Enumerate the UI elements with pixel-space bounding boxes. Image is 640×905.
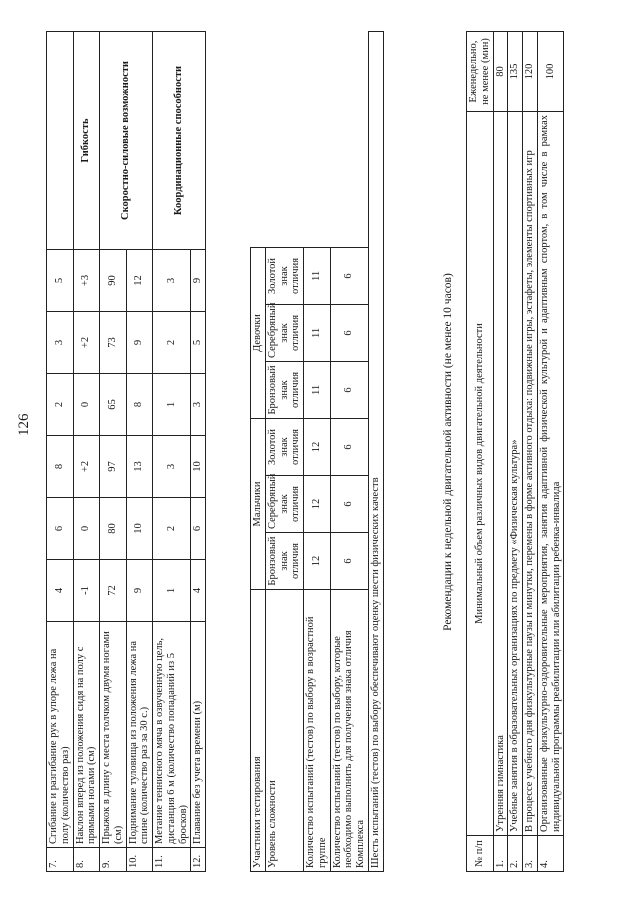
norm-value: 1 bbox=[153, 560, 191, 622]
activity-table-title: Рекомендации к недельной двигательной активности (не менее 10 часов) bbox=[442, 273, 454, 631]
norm-value: 9 bbox=[191, 250, 206, 312]
row-number: 8. bbox=[73, 848, 100, 872]
cell-value: 12 bbox=[304, 533, 331, 590]
norm-value: 8 bbox=[126, 374, 153, 436]
header-value: Еженедельно, не менее (мин) bbox=[467, 32, 494, 112]
activity-name: Утренняя гимнастика bbox=[493, 112, 508, 836]
rotated-content bbox=[46, 32, 626, 872]
weekly-activity-table bbox=[466, 31, 564, 872]
norm-value: 13 bbox=[126, 436, 153, 498]
cell-value: 11 bbox=[304, 361, 331, 418]
row-number: 1. bbox=[493, 836, 508, 872]
cell-value: 6 bbox=[330, 247, 368, 304]
row-number: 2. bbox=[508, 836, 523, 872]
row-number: 11. bbox=[153, 848, 191, 872]
norm-value: 1 bbox=[153, 374, 191, 436]
norm-value: 3 bbox=[153, 250, 191, 312]
footnote-row bbox=[368, 31, 383, 871]
badge-label: Серебряный знак отличия bbox=[265, 476, 303, 533]
norm-value: 2 bbox=[153, 498, 191, 560]
minutes-value: 100 bbox=[537, 32, 564, 112]
boys-label: Мальчики bbox=[251, 418, 266, 589]
norm-value: 0 bbox=[73, 374, 100, 436]
table-row bbox=[537, 32, 564, 872]
activity-name: Учебные занятия в образовательных организациях по предмету «Физическая культура» bbox=[508, 112, 523, 836]
norm-value: 97 bbox=[100, 436, 127, 498]
table-row bbox=[100, 32, 127, 872]
page-number: 126 bbox=[16, 413, 32, 436]
norm-value: +2 bbox=[73, 436, 100, 498]
norm-value: 90 bbox=[100, 250, 127, 312]
row-label: Количество испытаний (тестов) по выбору, которые необходимо выполнить для получения знака отличия Комплекса bbox=[330, 590, 368, 872]
row-number: 10. bbox=[126, 848, 153, 872]
norm-value: 65 bbox=[100, 374, 127, 436]
empty-space bbox=[251, 31, 369, 247]
participants-label: Участники тестирования bbox=[251, 590, 266, 872]
norm-value: 5 bbox=[47, 250, 74, 312]
cell-value: 6 bbox=[330, 304, 368, 361]
footnote: Шесть испытаний (тестов) по выбору обеспечивают оценку шести физических качеств bbox=[368, 31, 383, 871]
cell-value: 6 bbox=[330, 476, 368, 533]
cell-value: 12 bbox=[304, 476, 331, 533]
badge-label: Золотой знак отличия bbox=[265, 247, 303, 304]
test-name: Поднимание туловища из положения лежа на спине (количество раз за 30 с.) bbox=[126, 622, 153, 848]
norm-value: +2 bbox=[73, 312, 100, 374]
badge-label: Серебряный знак отличия bbox=[265, 304, 303, 361]
row-number: 3. bbox=[523, 836, 538, 872]
test-name: Сгибание и разгибание рук в упоре лежа на полу (количество раз) bbox=[47, 622, 74, 848]
table-row bbox=[508, 32, 523, 872]
table-row bbox=[73, 32, 100, 872]
norm-value: 3 bbox=[153, 436, 191, 498]
table-row bbox=[47, 32, 74, 872]
norm-value: 8 bbox=[47, 436, 74, 498]
header-name: Минимальный объем различных видов двигательной деятельности bbox=[467, 112, 494, 836]
quality-category: Координационные способности bbox=[153, 32, 206, 250]
cell-value: 6 bbox=[330, 533, 368, 590]
cell-value: 11 bbox=[304, 304, 331, 361]
norm-value: 4 bbox=[47, 560, 74, 622]
row-number: 7. bbox=[47, 848, 74, 872]
test-name: Метание теннисного мяча в озвученную цель, дистанция 6 м (количество попаданий из 5 бросков) bbox=[153, 622, 191, 848]
standards-table bbox=[46, 31, 206, 872]
quality-category: Скоростно-силовые возможности bbox=[100, 32, 153, 250]
norm-value: 80 bbox=[100, 498, 127, 560]
minutes-value: 135 bbox=[508, 32, 523, 112]
table-row bbox=[523, 32, 538, 872]
norm-value: 73 bbox=[100, 312, 127, 374]
cell-value: 12 bbox=[304, 418, 331, 475]
badge-requirements-table bbox=[250, 31, 384, 872]
row-label: Количество испытаний (тестов) по выбору в возрастной группе bbox=[304, 590, 331, 872]
header-row bbox=[251, 31, 266, 871]
minutes-value: 120 bbox=[523, 32, 538, 112]
norm-value: 4 bbox=[191, 560, 206, 622]
norm-value: 12 bbox=[126, 250, 153, 312]
norm-value: 9 bbox=[126, 312, 153, 374]
norm-value: 9 bbox=[126, 560, 153, 622]
header-num: № п/п bbox=[467, 836, 494, 872]
quality-category: Гибкость bbox=[73, 32, 100, 250]
row-number: 4. bbox=[537, 836, 564, 872]
norm-value: -1 bbox=[73, 560, 100, 622]
norm-value: 6 bbox=[191, 498, 206, 560]
norm-value: 0 bbox=[73, 498, 100, 560]
badge-label: Бронзовый знак отличия bbox=[265, 361, 303, 418]
table-row bbox=[493, 32, 508, 872]
level-label: Уровень сложности bbox=[265, 590, 303, 872]
norm-value: 72 bbox=[100, 560, 127, 622]
header-row bbox=[467, 32, 494, 872]
test-name: Прыжок в длину с места толчком двумя ногами (см) bbox=[100, 622, 127, 848]
row-number: 9. bbox=[100, 848, 127, 872]
row-number: 12. bbox=[191, 848, 206, 872]
quality-category bbox=[47, 32, 74, 250]
norm-value: 3 bbox=[47, 312, 74, 374]
cell-value: 6 bbox=[330, 418, 368, 475]
norm-value: 2 bbox=[153, 312, 191, 374]
table-row bbox=[153, 32, 191, 872]
test-name: Плавание без учета времени (м) bbox=[191, 622, 206, 848]
activity-name: Организованные физкультурно-оздоровительные мероприятия, занятия адаптивной физической культурой и адаптивным спортом, в том числе в рамках индивидуальной программы реабилитации или абилитации ребенка-инвалида bbox=[537, 112, 564, 836]
norm-value: 5 bbox=[191, 312, 206, 374]
test-name: Наклон вперед из положения сидя на полу с прямыми ногами (см) bbox=[73, 622, 100, 848]
norm-value: 6 bbox=[47, 498, 74, 560]
norm-value: +3 bbox=[73, 250, 100, 312]
norm-value: 2 bbox=[47, 374, 74, 436]
cell-value: 6 bbox=[330, 361, 368, 418]
activity-name: В процессе учебного дня физкультурные паузы и минутки, перемены в форме активного отдыха: подвижные игры, эстафеты, элементы спортивных игр bbox=[523, 112, 538, 836]
badge-label: Бронзовый знак отличия bbox=[265, 533, 303, 590]
norm-value: 10 bbox=[126, 498, 153, 560]
minutes-value: 80 bbox=[493, 32, 508, 112]
badge-label: Золотой знак отличия bbox=[265, 418, 303, 475]
norm-value: 10 bbox=[191, 436, 206, 498]
girls-label: Девочки bbox=[251, 247, 266, 418]
norm-value: 3 bbox=[191, 374, 206, 436]
cell-value: 11 bbox=[304, 247, 331, 304]
